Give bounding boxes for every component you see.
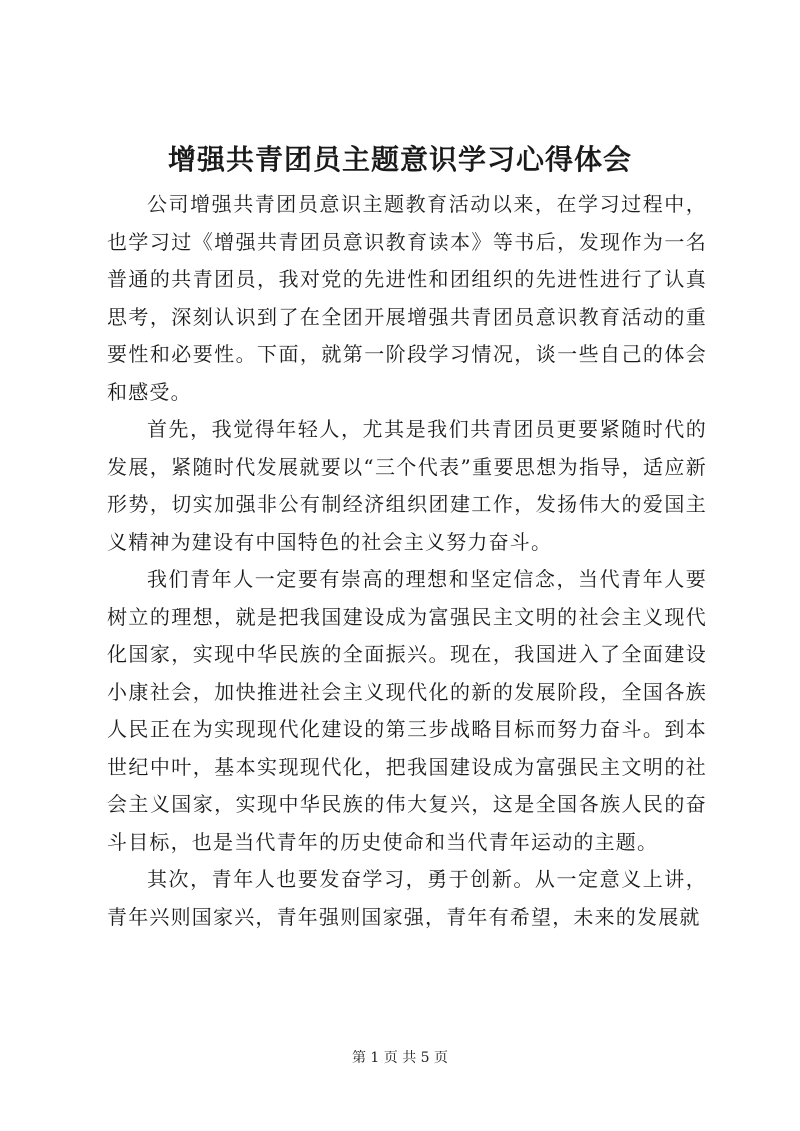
document-title: 增强共青团员主题意识学习心得体会: [167, 143, 632, 176]
page-footer: 第 1 页 共 5 页: [351, 1050, 449, 1066]
paragraph-3: 我们青年人一定要有崇高的理想和坚定信念，当代青年人要树立的理想，就是把我国建设成为富强民主文明的社会主义现代化国家，实现中华民族的全面振兴。现在，我国进入了全面建设小康社会，加快推进社会主义现代化的新的发展阶段，全国各族人民正在为实现现代化建设的第三步战略目标而努力奋斗。到本世纪中叶，基本实现现代化，把我国建设成为富强民主文明的社会主义国家，实现中华民族的伟大复兴，这是全国各族人民的奋斗目标，也是当代青年的历史使命和当代青年运动的主题。: [107, 567, 707, 854]
paragraph-1: 公司增强共青团员意识主题教育活动以来，在学习过程中，也学习过《增强共青团员意识教育读本》等书后，发现作为一名普通的共青团员，我对党的先进性和团组织的先进性进行了认真思考，深刻认识到了在全团开展增强共青团员意识教育活动的重要性和必要性。下面，就第一阶段学习情况，谈一些自己的体会和感受。: [107, 192, 707, 404]
paragraph-4: 其次，青年人也要发奋学习，勇于创新。从一定意义上讲，青年兴则国家兴，青年强则国家强，青年有希望，未来的发展就: [107, 867, 707, 929]
paragraph-2: 首先，我觉得年轻人，尤其是我们共青团员更要紧随时代的发展，紧随时代发展就要以“三个代表”重要思想为指导，适应新形势，切实加强非公有制经济组织团建工作，发扬伟大的爱国主义精神为建设有中国特色的社会主义努力奋斗。: [107, 417, 707, 554]
document-body: [107, 186, 707, 936]
